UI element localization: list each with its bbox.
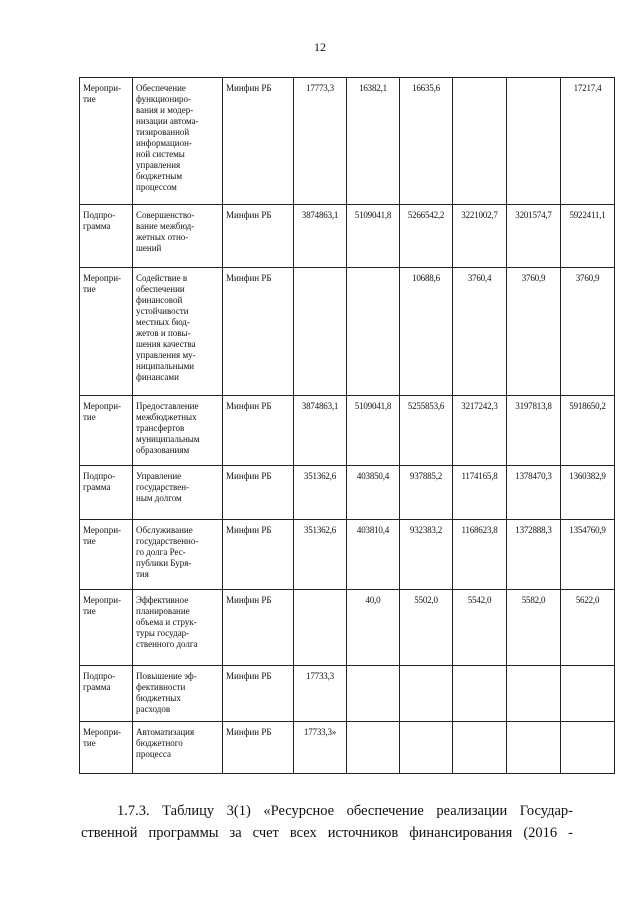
value-cell (507, 520, 561, 590)
row-executor-cell-text: Минфин РБ (226, 273, 272, 283)
value-cell (400, 466, 453, 520)
table-row (80, 396, 615, 466)
row-name-cell (133, 268, 223, 396)
value-cell (400, 666, 453, 722)
paragraph-text (81, 800, 573, 844)
value-cell-text: 17773,3 (306, 83, 334, 93)
table-row (80, 520, 615, 590)
row-name-cell-text: Управление государствен- ным долгом (136, 471, 190, 503)
value-cell (453, 590, 507, 666)
row-type-cell (80, 396, 133, 466)
row-type-cell-text: Меропри- тие (83, 401, 122, 422)
value-cell (561, 205, 615, 268)
row-name-cell (133, 590, 223, 666)
value-cell (507, 396, 561, 466)
value-cell (453, 396, 507, 466)
row-type-cell-text: Меропри- тие (83, 83, 122, 104)
value-cell-text: 5502,0 (414, 595, 438, 605)
value-cell-text: 5109041,8 (354, 401, 392, 411)
value-cell (347, 396, 400, 466)
value-cell (453, 268, 507, 396)
table-row (80, 722, 615, 774)
value-cell-text: 5622,0 (575, 595, 600, 605)
row-type-cell-text: Подпро- грамма (83, 210, 116, 231)
value-cell-text: 5109041,8 (354, 210, 392, 220)
table-row (80, 268, 615, 396)
value-cell (294, 666, 347, 722)
row-executor-cell-text: Минфин РБ (226, 471, 272, 481)
value-cell (561, 520, 615, 590)
value-cell (347, 466, 400, 520)
value-cell-text: 3874863,1 (301, 401, 339, 411)
value-cell-text: 5255853,6 (407, 401, 445, 411)
value-cell (561, 466, 615, 520)
value-cell (507, 466, 561, 520)
value-cell-text: 1168623,8 (461, 525, 498, 535)
value-cell (507, 205, 561, 268)
value-cell-text: 351362,6 (303, 471, 337, 481)
row-executor-cell (223, 268, 294, 396)
value-cell (400, 205, 453, 268)
row-name-cell-text: Содействие в обеспечении финансовой устойчивости местных бюд- жетов и повы- шения качества управления му- ниципальными финансами (136, 273, 196, 382)
row-executor-cell-text: Минфин РБ (226, 595, 272, 605)
row-executor-cell (223, 396, 294, 466)
value-cell-text: 3760,9 (521, 273, 546, 283)
row-type-cell (80, 268, 133, 396)
row-executor-cell (223, 520, 294, 590)
value-cell-text: 3874863,1 (301, 210, 339, 220)
table-row (80, 666, 615, 722)
value-cell (400, 520, 453, 590)
value-cell (294, 722, 347, 774)
value-cell (294, 268, 347, 396)
value-cell-text: 10688,6 (412, 273, 440, 283)
row-name-cell-text: Обслуживание государственно- го долга Рес- публики Буря- тия (136, 525, 199, 579)
row-type-cell (80, 205, 133, 268)
value-cell (294, 78, 347, 205)
resource-table (79, 77, 615, 774)
value-cell-text: 403850,4 (356, 471, 390, 481)
value-cell (453, 666, 507, 722)
value-cell-text: 1174165,8 (461, 471, 498, 481)
value-cell-text: 3201574,7 (515, 210, 552, 220)
value-cell-text: 351362,6 (303, 525, 337, 535)
value-cell (347, 205, 400, 268)
value-cell-text: 40,0 (365, 595, 381, 605)
value-cell (347, 268, 400, 396)
value-cell (400, 590, 453, 666)
value-cell-text: 937885,2 (409, 471, 443, 481)
table-row (80, 78, 615, 205)
value-cell (294, 205, 347, 268)
paragraph-line-2: ственной программы за счет всех источников финансирования (2016 - (81, 825, 573, 841)
row-type-cell (80, 666, 133, 722)
row-executor-cell-text: Минфин РБ (226, 525, 272, 535)
row-name-cell-text: Автоматизация бюджетного процесса (136, 727, 195, 759)
row-name-cell-text: Предоставление межбюджетных трансфертов муниципальным образованиям (136, 401, 200, 455)
value-cell (294, 396, 347, 466)
row-name-cell (133, 666, 223, 722)
row-name-cell-text: Повышение эф- фективности бюджетных расходов (136, 671, 197, 714)
row-executor-cell (223, 205, 294, 268)
value-cell (561, 722, 615, 774)
value-cell (453, 520, 507, 590)
row-type-cell (80, 722, 133, 774)
value-cell-text: 5922411,1 (569, 210, 606, 220)
row-type-cell-text: Меропри- тие (83, 727, 122, 748)
value-cell-text: 16382,1 (359, 83, 387, 93)
value-cell (507, 722, 561, 774)
value-cell (561, 78, 615, 205)
value-cell-text: 932383,2 (409, 525, 443, 535)
value-cell (294, 466, 347, 520)
row-name-cell (133, 78, 223, 205)
row-name-cell-text: Эффективное планирование объема и струк- туры государ- ственного долга (136, 595, 198, 649)
row-type-cell-text: Меропри- тие (83, 595, 122, 616)
table-row (80, 466, 615, 520)
value-cell (507, 78, 561, 205)
value-cell (453, 466, 507, 520)
row-executor-cell-text: Минфин РБ (226, 83, 272, 93)
row-name-cell (133, 466, 223, 520)
row-name-cell (133, 396, 223, 466)
value-cell-text: 5266542,2 (407, 210, 445, 220)
value-cell-text: 3217242,3 (461, 401, 498, 411)
value-cell (347, 722, 400, 774)
value-cell-text: 1372888,3 (515, 525, 552, 535)
value-cell-text: 16635,6 (412, 83, 440, 93)
value-cell-text: 17733,3 (306, 671, 334, 681)
value-cell-text: 17217,4 (573, 83, 602, 93)
row-executor-cell (223, 666, 294, 722)
row-name-cell (133, 722, 223, 774)
value-cell (453, 722, 507, 774)
resource-table-body (80, 78, 615, 774)
value-cell (400, 268, 453, 396)
row-type-cell (80, 78, 133, 205)
row-name-cell (133, 520, 223, 590)
row-executor-cell-text: Минфин РБ (226, 401, 272, 411)
value-cell (561, 268, 615, 396)
value-cell (561, 666, 615, 722)
row-executor-cell (223, 590, 294, 666)
value-cell (453, 78, 507, 205)
row-executor-cell (223, 466, 294, 520)
value-cell-text: 17733,3» (303, 727, 337, 737)
value-cell-text: 3221002,7 (461, 210, 498, 220)
value-cell-text: 1360382,9 (569, 471, 606, 481)
value-cell (507, 590, 561, 666)
row-type-cell (80, 466, 133, 520)
value-cell (507, 666, 561, 722)
value-cell (561, 590, 615, 666)
row-name-cell-text: Совершенство- вание межбюд- жетных отно- шений (136, 210, 195, 253)
row-executor-cell-text: Минфин РБ (226, 210, 272, 220)
row-type-cell-text: Меропри- тие (83, 273, 122, 294)
table-row (80, 590, 615, 666)
value-cell-text: 3760,4 (467, 273, 492, 283)
row-type-cell-text: Подпро- грамма (83, 471, 116, 492)
value-cell-text: 5918650,2 (569, 401, 606, 411)
row-type-cell-text: Меропри- тие (83, 525, 122, 546)
value-cell (347, 520, 400, 590)
value-cell (294, 520, 347, 590)
value-cell (453, 205, 507, 268)
value-cell (400, 722, 453, 774)
paragraph-line-1: 1.7.3. Таблицу 3(1) «Ресурсное обеспечение реализации Государ- (117, 803, 573, 819)
value-cell (347, 590, 400, 666)
value-cell (400, 78, 453, 205)
value-cell (294, 590, 347, 666)
value-cell-text: 1354760,9 (569, 525, 606, 535)
table-row (80, 205, 615, 268)
value-cell (400, 396, 453, 466)
value-cell-text: 3197813,8 (515, 401, 552, 411)
row-name-cell-text: Обеспечение функциониро- вания и модер- низации автома- тизированной информацион- ной системы управления бюджетным процессом (136, 83, 199, 192)
row-type-cell-text: Подпро- грамма (83, 671, 116, 692)
row-executor-cell-text: Минфин РБ (226, 727, 272, 737)
row-name-cell (133, 205, 223, 268)
row-executor-cell (223, 78, 294, 205)
value-cell-text: 5542,0 (467, 595, 492, 605)
value-cell-text: 1378470,3 (515, 471, 552, 481)
page-number: 12 (314, 40, 326, 54)
value-cell (347, 666, 400, 722)
row-type-cell (80, 590, 133, 666)
row-executor-cell-text: Минфин РБ (226, 671, 272, 681)
value-cell (561, 396, 615, 466)
row-executor-cell (223, 722, 294, 774)
row-type-cell (80, 520, 133, 590)
value-cell-text: 403810,4 (356, 525, 390, 535)
value-cell-text: 5582,0 (521, 595, 546, 605)
value-cell-text: 3760,9 (575, 273, 600, 283)
value-cell (507, 268, 561, 396)
value-cell (347, 78, 400, 205)
